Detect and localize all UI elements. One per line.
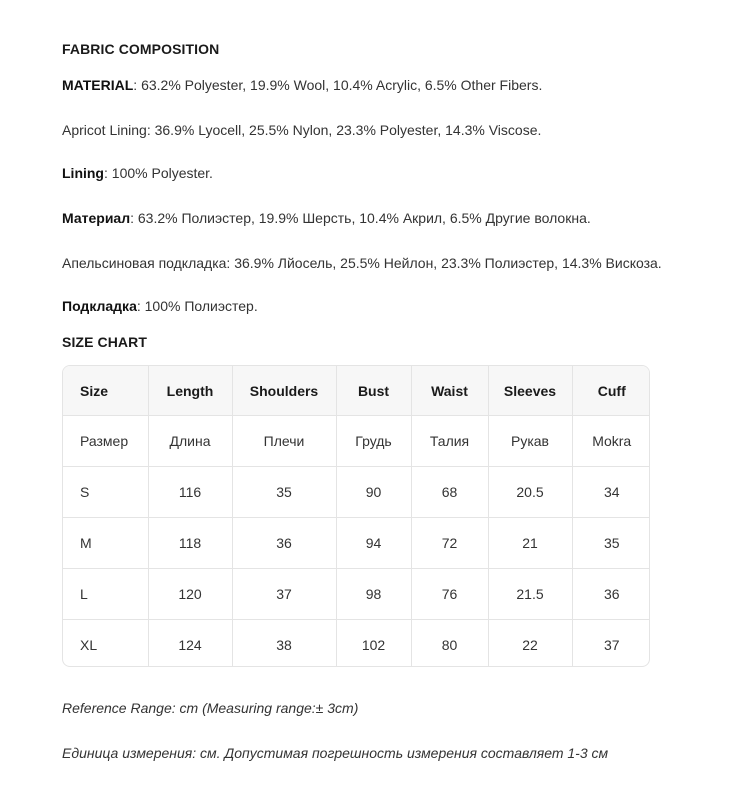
table-cell: 94 [336, 518, 411, 569]
table-cell: 98 [336, 569, 411, 620]
table-cell: 37 [603, 637, 620, 653]
lining-en-line [62, 164, 213, 182]
table-row [63, 518, 650, 569]
table-cell: Плечи [232, 416, 336, 467]
lining-en-text: : 100% Polyester. [104, 165, 213, 181]
column-header-shoulders: Shoulders [232, 366, 336, 416]
column-header-length: Length [148, 366, 232, 416]
material-en-text: : 63.2% Polyester, 19.9% Wool, 10.4% Acrylic, 6.5% Other Fibers. [133, 77, 543, 93]
material-en-label: MATERIAL [62, 77, 134, 93]
table-cell: 34 [572, 467, 650, 518]
table-cell: 37 [232, 569, 336, 620]
table-cell: 90 [336, 467, 411, 518]
apricot-lining-ru-line: Апельсиновая подкладка: 36.9% Лйосель, 25.5% Нейлон, 23.3% Полиэстер, 14.3% Вискоза. [62, 255, 662, 271]
material-en-line [62, 76, 542, 94]
table-cell: XL [63, 620, 148, 668]
table-row [63, 620, 650, 668]
lining-ru-text: : 100% Полиэстер. [136, 298, 258, 314]
table-cell: 22 [488, 620, 572, 668]
table-cell: 21.5 [488, 569, 572, 620]
size-chart-table [62, 365, 650, 667]
material-ru-text: : 63.2% Полиэстер, 19.9% Шерсть, 10.4% Акрил, 6.5% Другие волокна. [130, 210, 591, 226]
column-header-size: Size [63, 366, 148, 416]
table-cell: M [63, 518, 148, 569]
table-header-row [63, 366, 650, 416]
table-cell: 80 [411, 620, 488, 668]
table-cell: 72 [411, 518, 488, 569]
table-row [63, 416, 650, 467]
material-ru-label: Материал [62, 210, 131, 226]
reference-range-ru: Единица измерения: см. Допустимая погрешность измерения составляет 1-3 см [62, 745, 609, 761]
lining-en-label: Lining [62, 165, 104, 181]
table-row [63, 569, 650, 620]
material-ru-line [62, 209, 591, 227]
table-cell: 36 [572, 569, 650, 620]
column-header-sleeves: Sleeves [488, 366, 572, 416]
table-cell: 35 [232, 467, 336, 518]
table-cell: Mokra [572, 416, 650, 467]
apricot-lining-en-line: Apricot Lining: 36.9% Lyocell, 25.5% Nylon, 23.3% Polyester, 14.3% Viscose. [62, 122, 542, 138]
column-header-bust: Bust [336, 366, 411, 416]
table-cell: S [63, 467, 148, 518]
table-cell: Размер [63, 416, 148, 467]
table-cell: 36 [232, 518, 336, 569]
fabric-composition-heading: FABRIC COMPOSITION [62, 41, 220, 57]
table-cell: 116 [148, 467, 232, 518]
table-cell: 76 [411, 569, 488, 620]
table-cell: 118 [148, 518, 232, 569]
table-cell: 38 [232, 620, 336, 668]
table-cell: Длина [148, 416, 232, 467]
column-header-waist: Waist [411, 366, 488, 416]
table-cell: 120 [148, 569, 232, 620]
table-cell: 124 [148, 620, 232, 668]
table-cell: 102 [336, 620, 411, 668]
table-cell: 21 [488, 518, 572, 569]
table-cell: Грудь [336, 416, 411, 467]
size-chart-heading: SIZE CHART [62, 334, 147, 350]
table-cell: Талия [411, 416, 488, 467]
table-cell: 68 [411, 467, 488, 518]
reference-range-en: Reference Range: cm (Measuring range:± 3cm) [62, 700, 359, 716]
lining-ru-line [62, 297, 258, 315]
table-cell: 35 [572, 518, 650, 569]
table-row [63, 467, 650, 518]
table-cell: L [63, 569, 148, 620]
table-cell: Рукав [488, 416, 572, 467]
table-cell: 20.5 [488, 467, 572, 518]
column-header-cuff: Cuff [572, 366, 650, 416]
lining-ru-label: Подкладка [62, 298, 137, 314]
